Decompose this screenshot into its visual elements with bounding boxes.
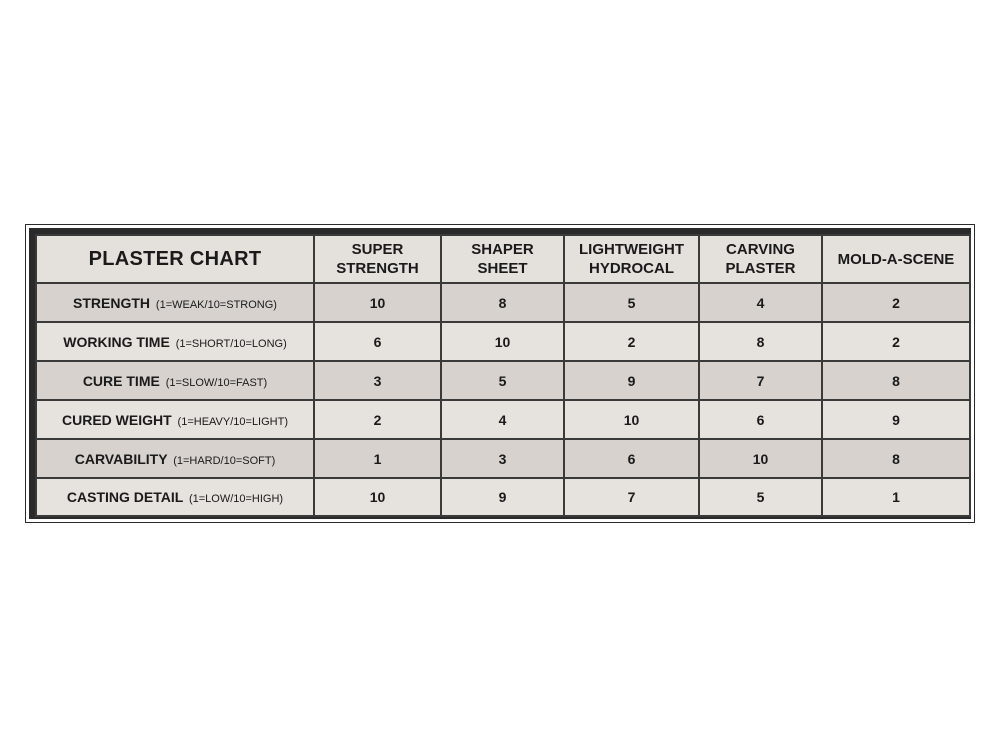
table-row — [36, 322, 970, 361]
row-label: CASTING DETAIL — [66, 489, 184, 505]
table-cell: 10 — [314, 478, 441, 516]
row-header — [36, 478, 314, 516]
column-header-line: CARVING — [726, 241, 795, 258]
table-cell: 1 — [822, 478, 970, 516]
plaster-chart-border — [29, 228, 971, 519]
row-header — [36, 283, 314, 322]
header-row — [36, 235, 970, 283]
table-cell: 2 — [822, 322, 970, 361]
row-label: CURED WEIGHT — [61, 411, 172, 428]
table-cell: 10 — [564, 400, 699, 439]
row-scale: (1=HARD/10=SOFT) — [173, 454, 276, 467]
table-cell: 1 — [314, 439, 441, 478]
table-row — [36, 478, 970, 516]
table-cell: 5 — [564, 283, 699, 322]
table-cell: 2 — [564, 322, 699, 361]
table-cell: 6 — [699, 400, 822, 439]
row-header — [36, 439, 314, 478]
row-scale: (1=SLOW/10=FAST) — [165, 376, 268, 389]
row-header — [36, 361, 314, 400]
table-cell: 6 — [314, 322, 441, 361]
table-cell: 9 — [564, 361, 699, 400]
table-cell: 10 — [314, 283, 441, 322]
table-cell: 10 — [441, 322, 564, 361]
table-row — [36, 361, 970, 400]
plaster-chart-table — [35, 234, 971, 517]
column-header — [564, 235, 699, 283]
table-cell: 10 — [699, 439, 822, 478]
column-header-line: SHAPER — [471, 241, 534, 258]
table-cell: 4 — [699, 283, 822, 322]
row-header — [36, 400, 314, 439]
table-cell: 8 — [822, 439, 970, 478]
column-header-line: SUPER — [351, 241, 404, 258]
row-label: STRENGTH — [73, 294, 151, 311]
plaster-chart-frame — [25, 224, 975, 523]
table-cell: 5 — [699, 478, 822, 516]
table-cell: 8 — [822, 361, 970, 400]
column-header-line: SHEET — [477, 260, 528, 277]
table-cell: 6 — [564, 439, 699, 478]
column-header — [314, 235, 441, 283]
column-header — [699, 235, 822, 283]
row-scale: (1=WEAK/10=STRONG) — [155, 298, 277, 311]
table-body — [36, 283, 970, 516]
table-row — [36, 400, 970, 439]
row-header — [36, 322, 314, 361]
row-label: WORKING TIME — [63, 333, 170, 350]
chart-title: PLASTER CHART — [36, 235, 314, 283]
table-cell: 5 — [441, 361, 564, 400]
row-label: CURE TIME — [82, 372, 160, 389]
table-cell: 7 — [564, 478, 699, 516]
table-cell: 3 — [314, 361, 441, 400]
table-cell: 2 — [314, 400, 441, 439]
table-cell: 9 — [441, 478, 564, 516]
table-cell: 2 — [822, 283, 970, 322]
table-cell: 9 — [822, 400, 970, 439]
column-header-line: HYDROCAL — [589, 260, 674, 277]
column-header — [441, 235, 564, 283]
table-cell: 4 — [441, 400, 564, 439]
table-row — [36, 283, 970, 322]
table-cell: 8 — [699, 322, 822, 361]
row-scale: (1=LOW/10=HIGH) — [188, 493, 284, 505]
table-cell: 8 — [441, 283, 564, 322]
column-header-line: LIGHTWEIGHT — [579, 241, 684, 258]
column-header-line: MOLD-A-SCENE — [837, 250, 955, 268]
column-header — [822, 235, 970, 283]
row-scale: (1=SHORT/10=LONG) — [175, 337, 287, 350]
table-cell: 7 — [699, 361, 822, 400]
table-cell: 3 — [441, 439, 564, 478]
row-label: CARVABILITY — [74, 450, 168, 467]
column-header-line: STRENGTH — [336, 260, 419, 277]
column-header-line: PLASTER — [725, 260, 796, 277]
table-row — [36, 439, 970, 478]
row-scale: (1=HEAVY/10=LIGHT) — [177, 415, 288, 428]
